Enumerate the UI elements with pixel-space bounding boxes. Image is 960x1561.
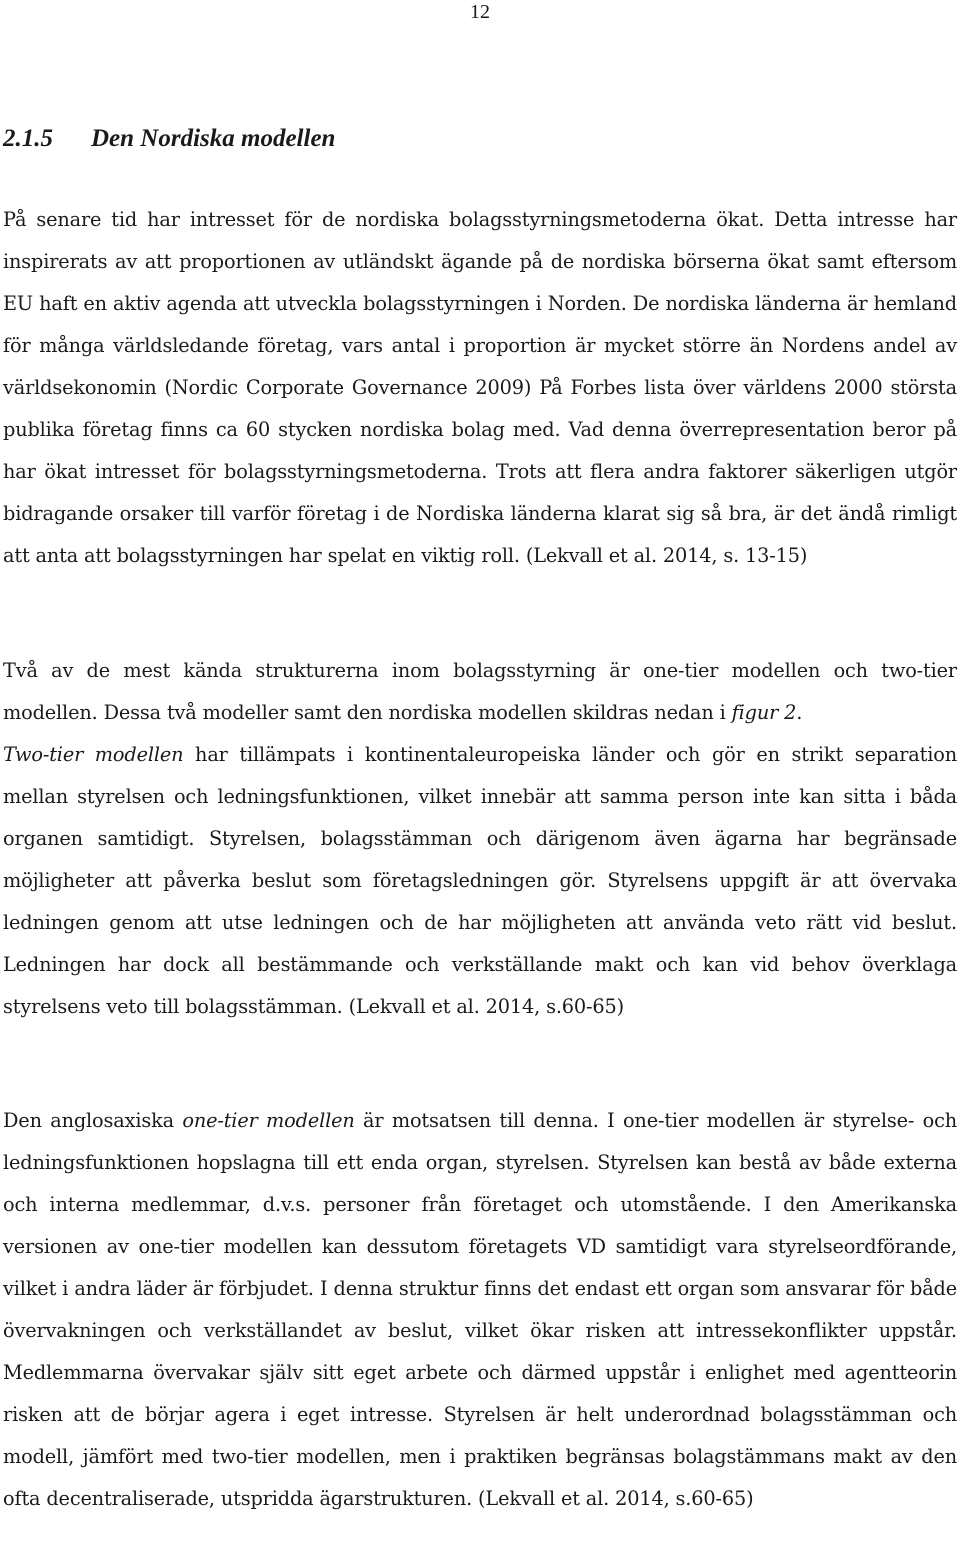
paragraph-text: är motsatsen till denna. I one-tier modellen är styrelse- och ledningsfunktionen hopslagna till ett enda organ, styrelsen. Styrelsen kan bestå av både externa och interna medlemmar, d.v.s. personer från företaget och utomstående. I den Amerikanska versionen av one-tier modellen kan dessutom företagets VD samtidigt vara styrelseordförande, vilket i andra läder är förbjudet. I denna struktur finns det endast ett organ som ansvarar för både övervakningen och verkställandet av beslut, vilket ökar risken att intressekonflikter uppstår. Medlemmarna övervakar själv sitt eget arbete och därmed uppstår i enlighet med agentteorin risken att de börjar agera i eget intresse. Styrelsen är helt underordnad bolagsstämman och modell, jämfört med two-tier modellen, men i praktiken begränsas bolagstämmans makt av den ofta decentraliserade, utspridda ägarstrukturen. (Lekvall et al. 2014, s.60-65) (3, 1109, 958, 1510)
paragraph-text: Två av de mest kända strukturerna inom bolagsstyrning är one-tier modellen och two-tier modellen. Dessa två modeller samt den nordiska modellen skildras nedan i (3, 659, 957, 724)
section-number: 2.1.5 (3, 125, 53, 152)
paragraph-two-tier-model (3, 650, 957, 1028)
paragraph-text: har tillämpats i kontinentaleuropeiska länder och gör en strikt separation mellan styrelsen och ledningsfunktionen, vilket innebär att samma person inte kan sitta i båda organen samtidigt. Styrelsen, bolagsstämman och därigenom även ägarna har begränsade möjligheter att påverka beslut som företagsledningen gör. Styrelsens uppgift är att övervaka ledningen genom att utse ledningen och de har möjligheten att använda veto rätt vid beslut. Ledningen har dock all bestämmande och verkställande makt och kan vid behov överklaga styrelsens veto till bolagsstämman. (Lekvall et al. 2014, s.60-65) (3, 743, 957, 1018)
paragraph-one-tier-model (3, 1100, 957, 1520)
page-number: 12 (470, 1, 490, 23)
italic-term: Two-tier modellen (3, 743, 184, 766)
section-title: Den Nordiska modellen (91, 125, 336, 152)
paragraph-nordic-interest: På senare tid har intresset för de nordiska bolagsstyrningsmetoderna ökat. Detta intresse har inspirerats av att proportionen av utländskt ägande på de nordiska börserna ökat samt eftersom EU haft en aktiv agenda att utveckla bolagsstyrningen i Norden. De nordiska länderna är hemland för många världsledande företag, vars antal i proportion är mycket större än Nordens andel av världsekonomin (Nordic Corporate Governance 2009) På Forbes lista över världens 2000 största publika företag finns ca 60 stycken nordiska bolag med. Vad denna överrepresentation beror på har ökat intresset för bolagsstyrningsmetoderna. Trots att flera andra faktorer säkerligen utgör bidragande orsaker till varför företag i de Nordiska länderna klarat sig så bra, är det ändå rimligt att anta att bolagsstyrningen har spelat en viktig roll. (Lekvall et al. 2014, s. 13-15) (3, 208, 957, 567)
paragraph-text: . (796, 701, 803, 724)
italic-term: one-tier modellen (182, 1109, 355, 1132)
section-heading (3, 124, 335, 154)
paragraph-text: Den anglosaxiska (3, 1109, 183, 1132)
figure-reference: figur 2 (731, 701, 797, 724)
